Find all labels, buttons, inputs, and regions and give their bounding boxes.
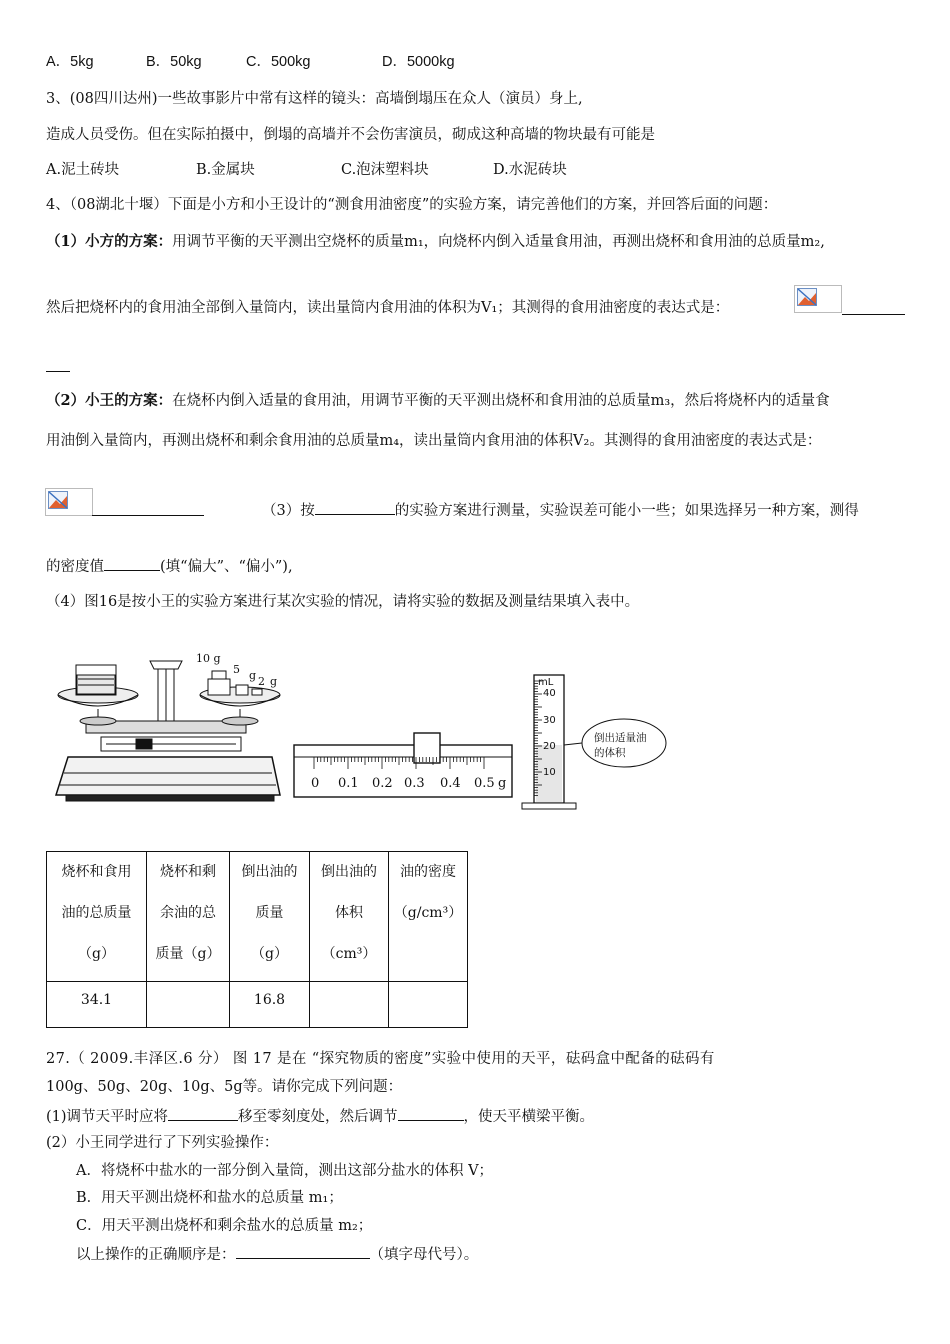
q4-part1-line2: 然后把烧杯内的食用油全部倒入量筒内，读出量筒内食用油的体积为V₁；其测得的食用油密度的表达式是： xyxy=(46,300,730,316)
ruler-tick-0.3: 0.3 xyxy=(404,776,425,791)
ruler-tick-0: 0 xyxy=(311,776,320,791)
weight-label-10g: 10 g xyxy=(196,652,221,665)
ruler-unit: g xyxy=(498,776,507,791)
header-text: （cm³） xyxy=(321,946,377,962)
q27-order-a: 以上操作的正确顺序是： xyxy=(76,1247,236,1263)
q4-part3-c: 的密度值 xyxy=(46,559,104,575)
ruler-tick-0.2: 0.2 xyxy=(372,776,393,791)
header-text: 倒出油的 xyxy=(321,864,377,880)
cell-density[interactable] xyxy=(389,982,468,1028)
q27-line4: (2）小王同学进行了下列实验操作： xyxy=(46,1135,279,1151)
q27-line2: 100g、50g、20g、10g、5g等。请你完成下列问题： xyxy=(46,1079,403,1095)
answer-blank-6[interactable] xyxy=(398,1106,464,1121)
weight-label-g2: g xyxy=(270,675,278,688)
q4-part3-line1 xyxy=(262,500,859,521)
q27-step-b: B．用天平测出烧杯和盐水的总质量 m₁； xyxy=(76,1190,343,1206)
callout-line2: 的体积 xyxy=(594,747,626,759)
cyl-tick-20: 20 xyxy=(543,741,556,752)
q27-step-c: C．用天平测出烧杯和剩余盐水的总质量 m₂； xyxy=(76,1218,373,1234)
q27-l3a: (1)调节天平时应将 xyxy=(46,1109,169,1125)
cyl-tick-10: 10 xyxy=(543,767,556,778)
weight-label-2: 2 xyxy=(258,675,265,688)
ruler-tick-0.4: 0.4 xyxy=(440,776,461,791)
q27-line3 xyxy=(46,1106,594,1127)
q4-part1-text: 用调节平衡的天平测出空烧杯的质量m₁，向烧杯内倒入适量食用油，再测出烧杯和食用油的总质量m₂, xyxy=(172,234,825,250)
q3-line1: 3、(08四川达州)一些故事影片中常有这样的镜头：高墙倒塌压在众人（演员）身上, xyxy=(46,91,583,107)
header-text: 质量（g） xyxy=(155,946,221,962)
table-header-row xyxy=(47,852,468,982)
header-text: 油的总质量 xyxy=(61,905,132,921)
table-row xyxy=(47,982,468,1028)
q4-part2-text: 在烧杯内倒入适量的食用油，用调节平衡的天平测出烧杯和食用油的总质量m₃，然后将烧杯内的适量食 xyxy=(172,393,830,409)
callout-line1: 倒出适量油 xyxy=(594,732,647,744)
cylinder-callout xyxy=(564,719,666,767)
q4-part3-line2 xyxy=(46,556,293,577)
broken-image-icon xyxy=(797,288,817,306)
q4-part3-a: （3）按 xyxy=(262,503,315,519)
weight-label-5: 5 xyxy=(233,663,240,676)
q27-l3c: ，使天平横梁平衡。 xyxy=(463,1109,595,1125)
cell-poured-mass[interactable]: 16.8 xyxy=(230,982,310,1028)
q4-intro: 4、（08湖北十堰）下面是小方和小王设计的“测食用油密度”的实验方案，请完善他们的方案，并回答后面的问题： xyxy=(46,197,778,213)
header-text: 烧杯和剩 xyxy=(160,864,216,880)
balance-illustration xyxy=(56,661,280,801)
cell-total-mass[interactable]: 34.1 xyxy=(47,982,147,1028)
q27-order-b: （填字母代号）。 xyxy=(369,1247,479,1263)
ruler-tick-0.1: 0.1 xyxy=(338,776,359,791)
answer-blank-3[interactable] xyxy=(315,500,395,515)
cylinder-unit: mL xyxy=(538,677,554,688)
formula-image-placeholder xyxy=(794,285,842,313)
q3-option-b: B.金属块 xyxy=(196,162,255,178)
q3-option-a: A.泥土砖块 xyxy=(46,162,120,178)
q4-part3-d: (填“偏大”、“偏小”), xyxy=(160,559,293,575)
header-text: 余油的总 xyxy=(160,905,216,921)
formula-image-placeholder-2 xyxy=(45,488,93,516)
weight-label-g1: g xyxy=(249,669,257,682)
header-cell-poured-mass xyxy=(230,852,310,982)
cell-poured-volume[interactable] xyxy=(310,982,389,1028)
header-text: 质量 xyxy=(255,905,284,921)
header-text: 体积 xyxy=(335,905,363,921)
figure-16 xyxy=(46,645,676,810)
header-text: 油的密度 xyxy=(400,864,456,880)
q3-option-c: C.泡沫塑料块 xyxy=(341,162,429,178)
ruler-tick-0.5: 0.5 xyxy=(474,776,495,791)
header-text: （g） xyxy=(251,946,288,962)
q4-part1-label: （1）小方的方案： xyxy=(46,233,173,250)
answer-blank-5[interactable] xyxy=(168,1106,238,1121)
q4-part2-line2: 用油倒入量筒内，再测出烧杯和剩余食用油的总质量m₄，读出量筒内食用油的体积V₂。其测得的食用油密度的表达式是： xyxy=(46,433,822,449)
q4-part2-label: （2）小王的方案： xyxy=(46,392,173,409)
header-cell-total-mass xyxy=(47,852,147,982)
header-text: 烧杯和食用 xyxy=(61,864,132,880)
answer-blank-1[interactable] xyxy=(842,314,905,315)
header-cell-remaining-mass xyxy=(147,852,230,982)
broken-image-icon xyxy=(48,491,68,509)
cell-remaining-mass[interactable] xyxy=(147,982,230,1028)
q2-option-b: B．50kg xyxy=(146,54,202,70)
q4-part3-b: 的实验方案进行测量，实验误差可能小一些；如果选择另一种方案，测得 xyxy=(394,503,859,519)
q27-step-a: A．将烧杯中盐水的一部分倒入量筒，测出这部分盐水的体积 V； xyxy=(76,1163,494,1179)
header-cell-density xyxy=(389,852,468,982)
header-text: （g/cm³） xyxy=(393,905,463,921)
answer-blank-4[interactable] xyxy=(104,556,160,571)
answer-blank-1-cont[interactable] xyxy=(46,371,70,372)
answer-blank-2[interactable] xyxy=(92,515,204,516)
q3-line2: 造成人员受伤。但在实际拍摄中，倒塌的高墙并不会伤害演员，砌成这种高墙的物块最有可能是 xyxy=(46,127,655,143)
q3-option-d: D.水泥砖块 xyxy=(493,162,567,178)
cyl-tick-40: 40 xyxy=(543,688,556,699)
answer-blank-7[interactable] xyxy=(236,1244,370,1259)
q2-option-c: C．500kg xyxy=(246,54,311,70)
header-text: 倒出油的 xyxy=(241,864,298,880)
q27-l3b: 移至零刻度处，然后调节 xyxy=(238,1109,398,1125)
q27-line1: 27.（ 2009.丰泽区.6 分） 图 17 是在 “探究物质的密度”实验中使用的天平，砝码盒中配备的砝码有 xyxy=(46,1051,715,1067)
data-table xyxy=(46,851,468,1028)
q2-option-a: A．5kg xyxy=(46,54,94,70)
header-text: （g） xyxy=(78,946,115,962)
header-cell-poured-volume xyxy=(310,852,389,982)
q4-part4: （4）图16是按小王的实验方案进行某次实验的情况，请将实验的数据及测量结果填入表中。 xyxy=(46,594,640,610)
q4-part1 xyxy=(46,232,825,252)
q4-part2 xyxy=(46,391,830,411)
q27-order xyxy=(76,1244,478,1265)
cyl-tick-30: 30 xyxy=(543,715,556,726)
q2-option-d: D．5000kg xyxy=(382,54,455,70)
